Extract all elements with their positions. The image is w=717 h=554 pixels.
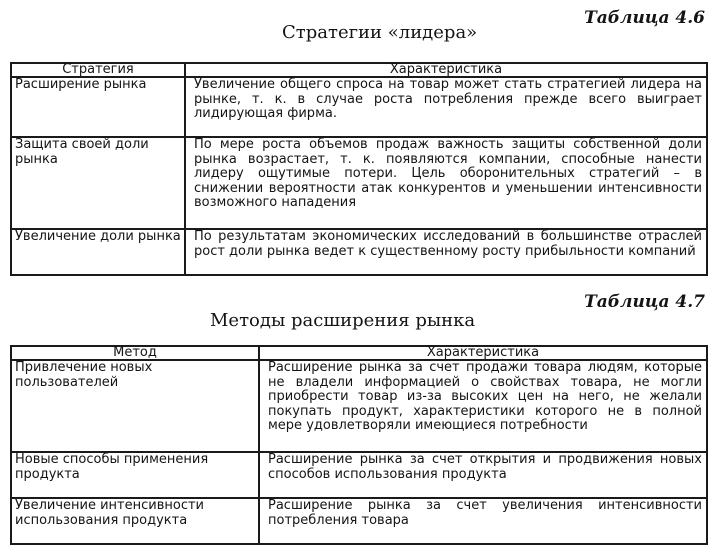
- column-header: Метод: [11, 346, 259, 360]
- method-name-cell: Новые способы применения продукта: [11, 452, 259, 498]
- method-name-cell: Увеличение интенсивности использования продукта: [11, 498, 259, 544]
- strategy-description-cell: Увеличение общего спроса на товар может стать стратегией лидера на рынке, т. к. в случае роста потребления прежде всего выиграет лидирующая фирма.: [185, 77, 707, 137]
- strategy-name-cell: Увеличение доли рынка: [11, 229, 185, 275]
- strategy-description-cell: По результатам экономических исследований в большинстве отраслей рост доли рынка ведет к существенному росту прибыльности компаний: [185, 229, 707, 275]
- table-row: [11, 498, 707, 544]
- strategy-name-cell: Защита своей доли рынка: [11, 137, 185, 229]
- strategies-table: [10, 62, 708, 276]
- method-description-cell: Расширение рынка за счет открытия и продвижения новых способов использования продукта: [259, 452, 707, 498]
- table-row: [11, 137, 707, 229]
- table-row: [11, 360, 707, 452]
- table-title: Методы расширения рынка: [210, 310, 476, 331]
- strategy-description-cell: По мере роста объемов продаж важность защиты собственной доли рынка возрастает, т. к. появляются компании, способные нанести лидеру ощутимые потери. Цель оборонительных стратегий – в снижении вероятности атак конкурентов и уменьшении интенсивности возможного нападения: [185, 137, 707, 229]
- table-label: Таблица 4.7: [584, 292, 705, 312]
- market-expansion-methods-table: [10, 345, 708, 545]
- table-row: [11, 229, 707, 275]
- table-label: Таблица 4.6: [584, 8, 705, 28]
- column-header: Характеристика: [259, 346, 707, 360]
- method-name-cell: Привлечение новых пользователей: [11, 360, 259, 452]
- column-header: Характеристика: [185, 63, 707, 77]
- method-description-cell: Расширение рынка за счет увеличения интенсивности потребления товара: [259, 498, 707, 544]
- method-description-cell: Расширение рынка за счет продажи товара людям, которые не владели информацией о свойствах товара, не могли приобрести товар из-за высоких цен на него, не желали покупать продукт, характеристики которого не в полной мере удовлетворяли имеющиеся потребности: [259, 360, 707, 452]
- table-row: [11, 77, 707, 137]
- table-title: Стратегии «лидера»: [282, 22, 478, 43]
- table-header-row: [11, 63, 707, 77]
- table-header-row: [11, 346, 707, 360]
- table-row: [11, 452, 707, 498]
- strategy-name-cell: Расширение рынка: [11, 77, 185, 137]
- column-header: Стратегия: [11, 63, 185, 77]
